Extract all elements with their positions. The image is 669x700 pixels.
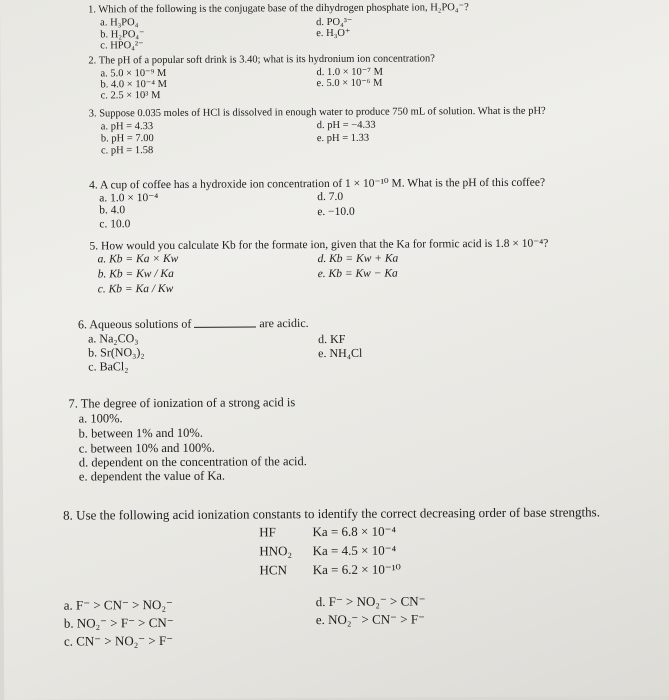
option-d: d. F⁻ > NO₂⁻ > CN⁻ [315,593,426,610]
option-e: e. NH₄Cl [318,345,363,361]
option-c: c. CN⁻ > NO₂⁻ > F⁻ [63,632,174,649]
ka-value: Ka = 6.8 × 10⁻⁴ [312,523,397,540]
option-b: b. NO₂⁻ > F⁻ > CN⁻ [63,614,174,631]
question-stem: 4. A cup of coffee has a hydroxide ion concentration of 1 × 10⁻¹⁰ M. What is the pH of this coffee? [89,176,546,192]
question-stem: 8. Use the following acid ionization constants to identify the correct decreasing order of base strengths. [63,504,600,523]
option-d: d. 1.0 × 10⁻⁷ M [316,66,383,79]
option-c: c. Kb = Ka / Kw [97,282,174,296]
ka-row [259,524,400,544]
acid-name: HF [259,524,276,540]
option-b: b. 4.0 × 10⁻⁴ M [100,78,168,91]
option-d: d. dependent on the concentration of the acid. [78,454,307,470]
question-5 [89,236,549,296]
stem-before-blank: 6. Aqueous solutions of [77,316,192,332]
question-stem: 2. The pH of a popular soft drink is 3.40; what is its hydronium ion concentration? [88,53,435,67]
option-d: d. KF [318,331,346,347]
ka-table [259,524,401,582]
question-stem: 1. Which of the following is the conjugate base of the dihydrogen phosphate ion, H₂PO₄⁻? [88,2,469,16]
question-8 [63,504,600,649]
option-e: e. H₃O⁺ [316,27,351,40]
question-stem: 5. How would you calculate Kb for the formate ion, given that the Ka for formic acid is 1.8 × 10⁻⁴? [89,237,549,253]
option-a: a. 1.0 × 10⁻⁴ [99,192,159,205]
acid-name: HCN [259,562,287,578]
option-a: a. 100%. [78,411,123,426]
question-stem: 7. The degree of ionization of a strong acid is [68,395,296,411]
option-b: b. between 1% and 10%. [78,425,203,441]
question-1 [88,1,469,52]
option-c: c. 2.5 × 10³ M [100,90,161,102]
option-c: c. HPO₄²⁻ [100,40,144,52]
ka-value: Ka = 6.2 × 10⁻¹⁰ [312,561,401,578]
option-a: a. Na₂CO₃ [88,331,139,346]
option-e: e. Kb = Kw − Ka [317,267,398,281]
option-a: a. Kb = Ka × Kw [97,252,179,266]
option-b: b. Kb = Kw / Ka [97,267,174,281]
ka-value: Ka = 4.5 × 10⁻⁴ [312,542,397,559]
option-b: b. Sr(NO₃)₂ [88,345,145,360]
option-e: e. 5.0 × 10⁻⁶ M [316,77,383,90]
question-2 [88,53,435,102]
ka-row [259,543,400,563]
option-c: c. BaCl₂ [88,359,129,374]
option-b: b. H₂PO₄⁻ [100,29,145,41]
answer-blank [194,315,256,327]
question-3 [88,105,546,157]
option-e: e. −10.0 [317,205,355,219]
question-6 [77,315,363,374]
stem-after-blank: are acidic. [259,315,309,331]
option-e: e. NO₂⁻ > CN⁻ > F⁻ [315,611,425,628]
option-d: d. Kb = Kw + Ka [317,252,399,266]
question-stem [78,315,309,332]
option-b: b. 4.0 [99,204,126,217]
option-c: c. 10.0 [99,218,131,231]
option-e: e. dependent the value of Ka. [78,468,226,484]
option-a: a. F⁻ > CN⁻ > NO₂⁻ [63,596,173,613]
option-e: e. pH = 1.33 [316,132,370,145]
option-d: d. pH = −4.33 [316,119,376,132]
option-a: a. H₃PO₄ [100,17,139,29]
option-d: d. PO₄³⁻ [316,16,353,29]
question-7 [68,395,307,484]
option-c: c. between 10% and 100%. [78,440,215,456]
option-a: a. pH = 4.33 [100,121,154,133]
option-a: a. 5.0 × 10⁻⁹ M [100,67,167,80]
option-c: c. pH = 1.58 [100,145,154,157]
option-b: b. pH = 7.00 [100,133,154,145]
question-4 [89,175,546,231]
acid-name: HNO₂ [259,543,293,559]
ka-row [259,562,400,582]
option-d: d. 7.0 [317,190,344,204]
question-stem: 3. Suppose 0.035 moles of HCl is dissolved in enough water to produce 750 mL of solution. What is the pH? [88,105,546,120]
